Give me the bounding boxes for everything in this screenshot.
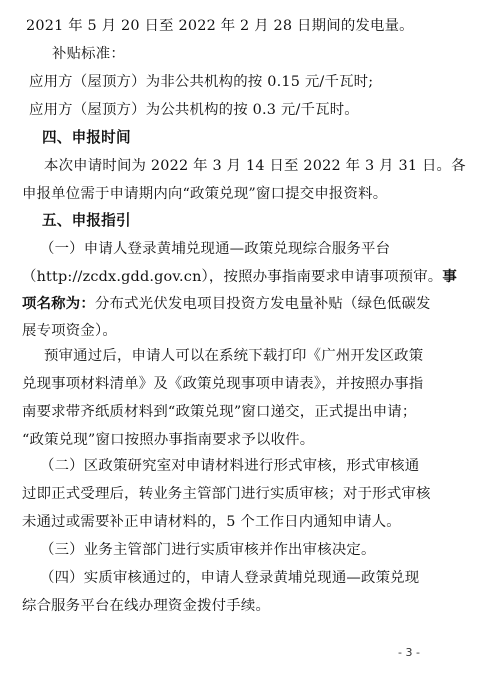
text-line: 兑现事项材料清单》及《政策兑现事项申请表》，并按照办事指 xyxy=(22,376,424,392)
text-segment: （http://zcdx.gdd.gov.cn），按照办事指南要求申请事项预审。 xyxy=(22,269,443,285)
text-line: （二）区政策研究室对申请材料进行形式审核，形式审核通 xyxy=(40,458,420,474)
text-line: 展专项资金）。 xyxy=(22,323,117,339)
text-line: 未通过或需要补正申请材料的，5 个工作日内通知申请人。 xyxy=(22,514,401,530)
text-line: （三）业务主管部门进行实质审核并作出审核决定。 xyxy=(40,542,376,558)
text-segment: 分布式光伏发电项目投资方发电量补贴（绿色低碳发 xyxy=(94,296,431,312)
text-line: 补贴标准： xyxy=(52,46,125,62)
text-line: 应用方（屋顶方）为非公共机构的按 0.15 元/千瓦时; xyxy=(29,74,374,90)
text-line: （一）申请人登录黄埔兑现通—政策兑现综合服务平台 xyxy=(40,241,391,257)
section-heading: 四、申报时间 xyxy=(42,129,131,146)
section-heading: 五、申报指引 xyxy=(42,212,131,229)
text-line xyxy=(22,294,491,314)
text-line: （四）实质审核通过的，申请人登录黄埔兑现通—政策兑现 xyxy=(40,570,420,586)
text-line: 综合服务平台在线办理资金拨付手续。 xyxy=(22,598,271,614)
page-number: - 3 - xyxy=(398,646,420,659)
text-line: 申报单位需于申请期内向“政策兑现”窗口提交申报资料。 xyxy=(22,186,388,202)
text-line: 过即正式受理后，转业务主管部门进行实质审核；对于形式审核 xyxy=(22,486,431,502)
text-line: 预审通过后，申请人可以在系统下载打印《广州开发区政策 xyxy=(44,348,424,364)
text-line: 应用方（屋顶方）为公共机构的按 0.3 元/千瓦时。 xyxy=(29,102,359,118)
bold-text-segment: 项名称为： xyxy=(22,296,95,312)
text-line xyxy=(22,267,491,287)
text-line: 本次申请时间为 2022 年 3 月 14 日至 2022 年 3 月 31 日。各 xyxy=(44,158,466,174)
text-line: “政策兑现”窗口按照办事指南要求予以收件。 xyxy=(22,432,315,448)
text-line: 南要求带齐纸质材料到“政策兑现”窗口递交，正式提出申请； xyxy=(22,404,417,420)
text-line: 2021 年 5 月 20 日至 2022 年 2 月 28 日期间的发电量。 xyxy=(26,18,414,34)
bold-text-segment: 事 xyxy=(442,269,457,285)
